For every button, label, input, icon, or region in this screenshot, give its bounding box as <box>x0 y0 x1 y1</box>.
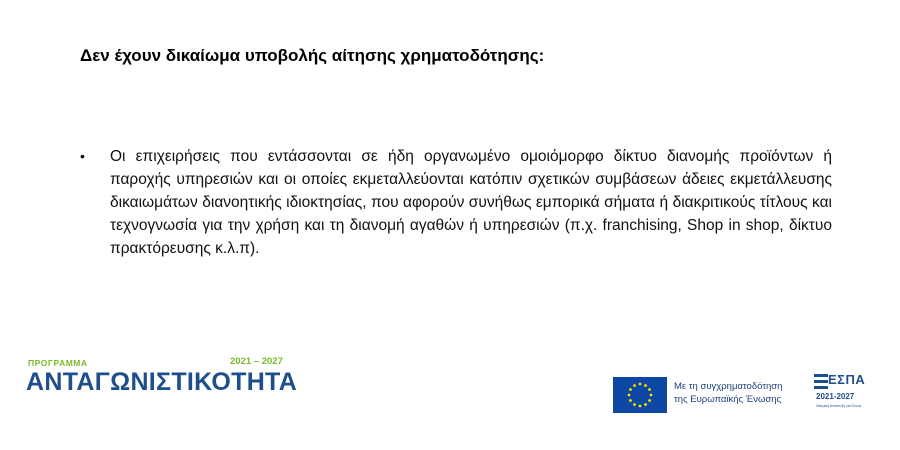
program-years: 2021 – 2027 <box>230 356 283 367</box>
espa-title: ΕΣΠΑ <box>828 372 866 387</box>
eu-star <box>648 388 651 391</box>
eu-star <box>648 399 651 402</box>
program-name-logo: ΑΝΤΑΓΩΝΙΣΤΙΚΟΤΗΤΑ <box>26 368 298 396</box>
eu-text-line2: της Ευρωπαϊκής Ένωσης <box>674 394 782 405</box>
bullet-list-item <box>80 145 832 260</box>
eu-star <box>629 399 632 402</box>
espa-logo <box>814 372 874 412</box>
espa-tagline: Θεσμική Αναπτυξη για Όλους <box>816 404 862 408</box>
eu-star <box>644 403 647 406</box>
eu-stars-icon <box>613 377 667 413</box>
bullet-text: Οι επιχειρήσεις που εντάσσονται σε ήδη οργανωμένο ομοιόμορφο δίκτυο διανομής προϊόντων ή παροχής υπηρεσιών και οι οποίες εκμεταλλεύονται κατόπιν σχετικών συμβάσεων άδειες εκμετάλλευσης δικαιωμάτων διανοητικής ιδιοκτησίας, που αφορούν συνήθως εμπορικά σήματα ή διακριτικούς τίτλους και τεχνογνωσία για την χρήση και τη διανομή αγαθών ή υπηρεσιών (π.χ. franchising, Shop in shop, δίκτυο πρακτόρευσης κ.λ.π). <box>110 148 832 257</box>
eu-star <box>650 394 653 397</box>
eu-text-line1: Με τη συγχρηματοδότηση <box>674 381 783 392</box>
page-heading: Δεν έχουν δικαίωμα υποβολής αίτησης χρηματοδότησης: <box>80 46 545 65</box>
eu-star <box>639 383 642 386</box>
eu-cofunding-text <box>674 380 810 406</box>
bullet-marker: • <box>80 148 85 164</box>
eu-flag-icon <box>613 377 667 413</box>
eu-star <box>633 403 636 406</box>
eu-star <box>628 394 631 397</box>
espa-years: 2021-2027 <box>816 392 855 401</box>
eu-star <box>639 405 642 408</box>
program-label: ΠΡΟΓΡΑΜΜΑ <box>28 358 88 368</box>
espa-flag-icon <box>814 374 828 390</box>
eu-star <box>644 384 647 387</box>
eu-star <box>629 388 632 391</box>
eu-star <box>633 384 636 387</box>
